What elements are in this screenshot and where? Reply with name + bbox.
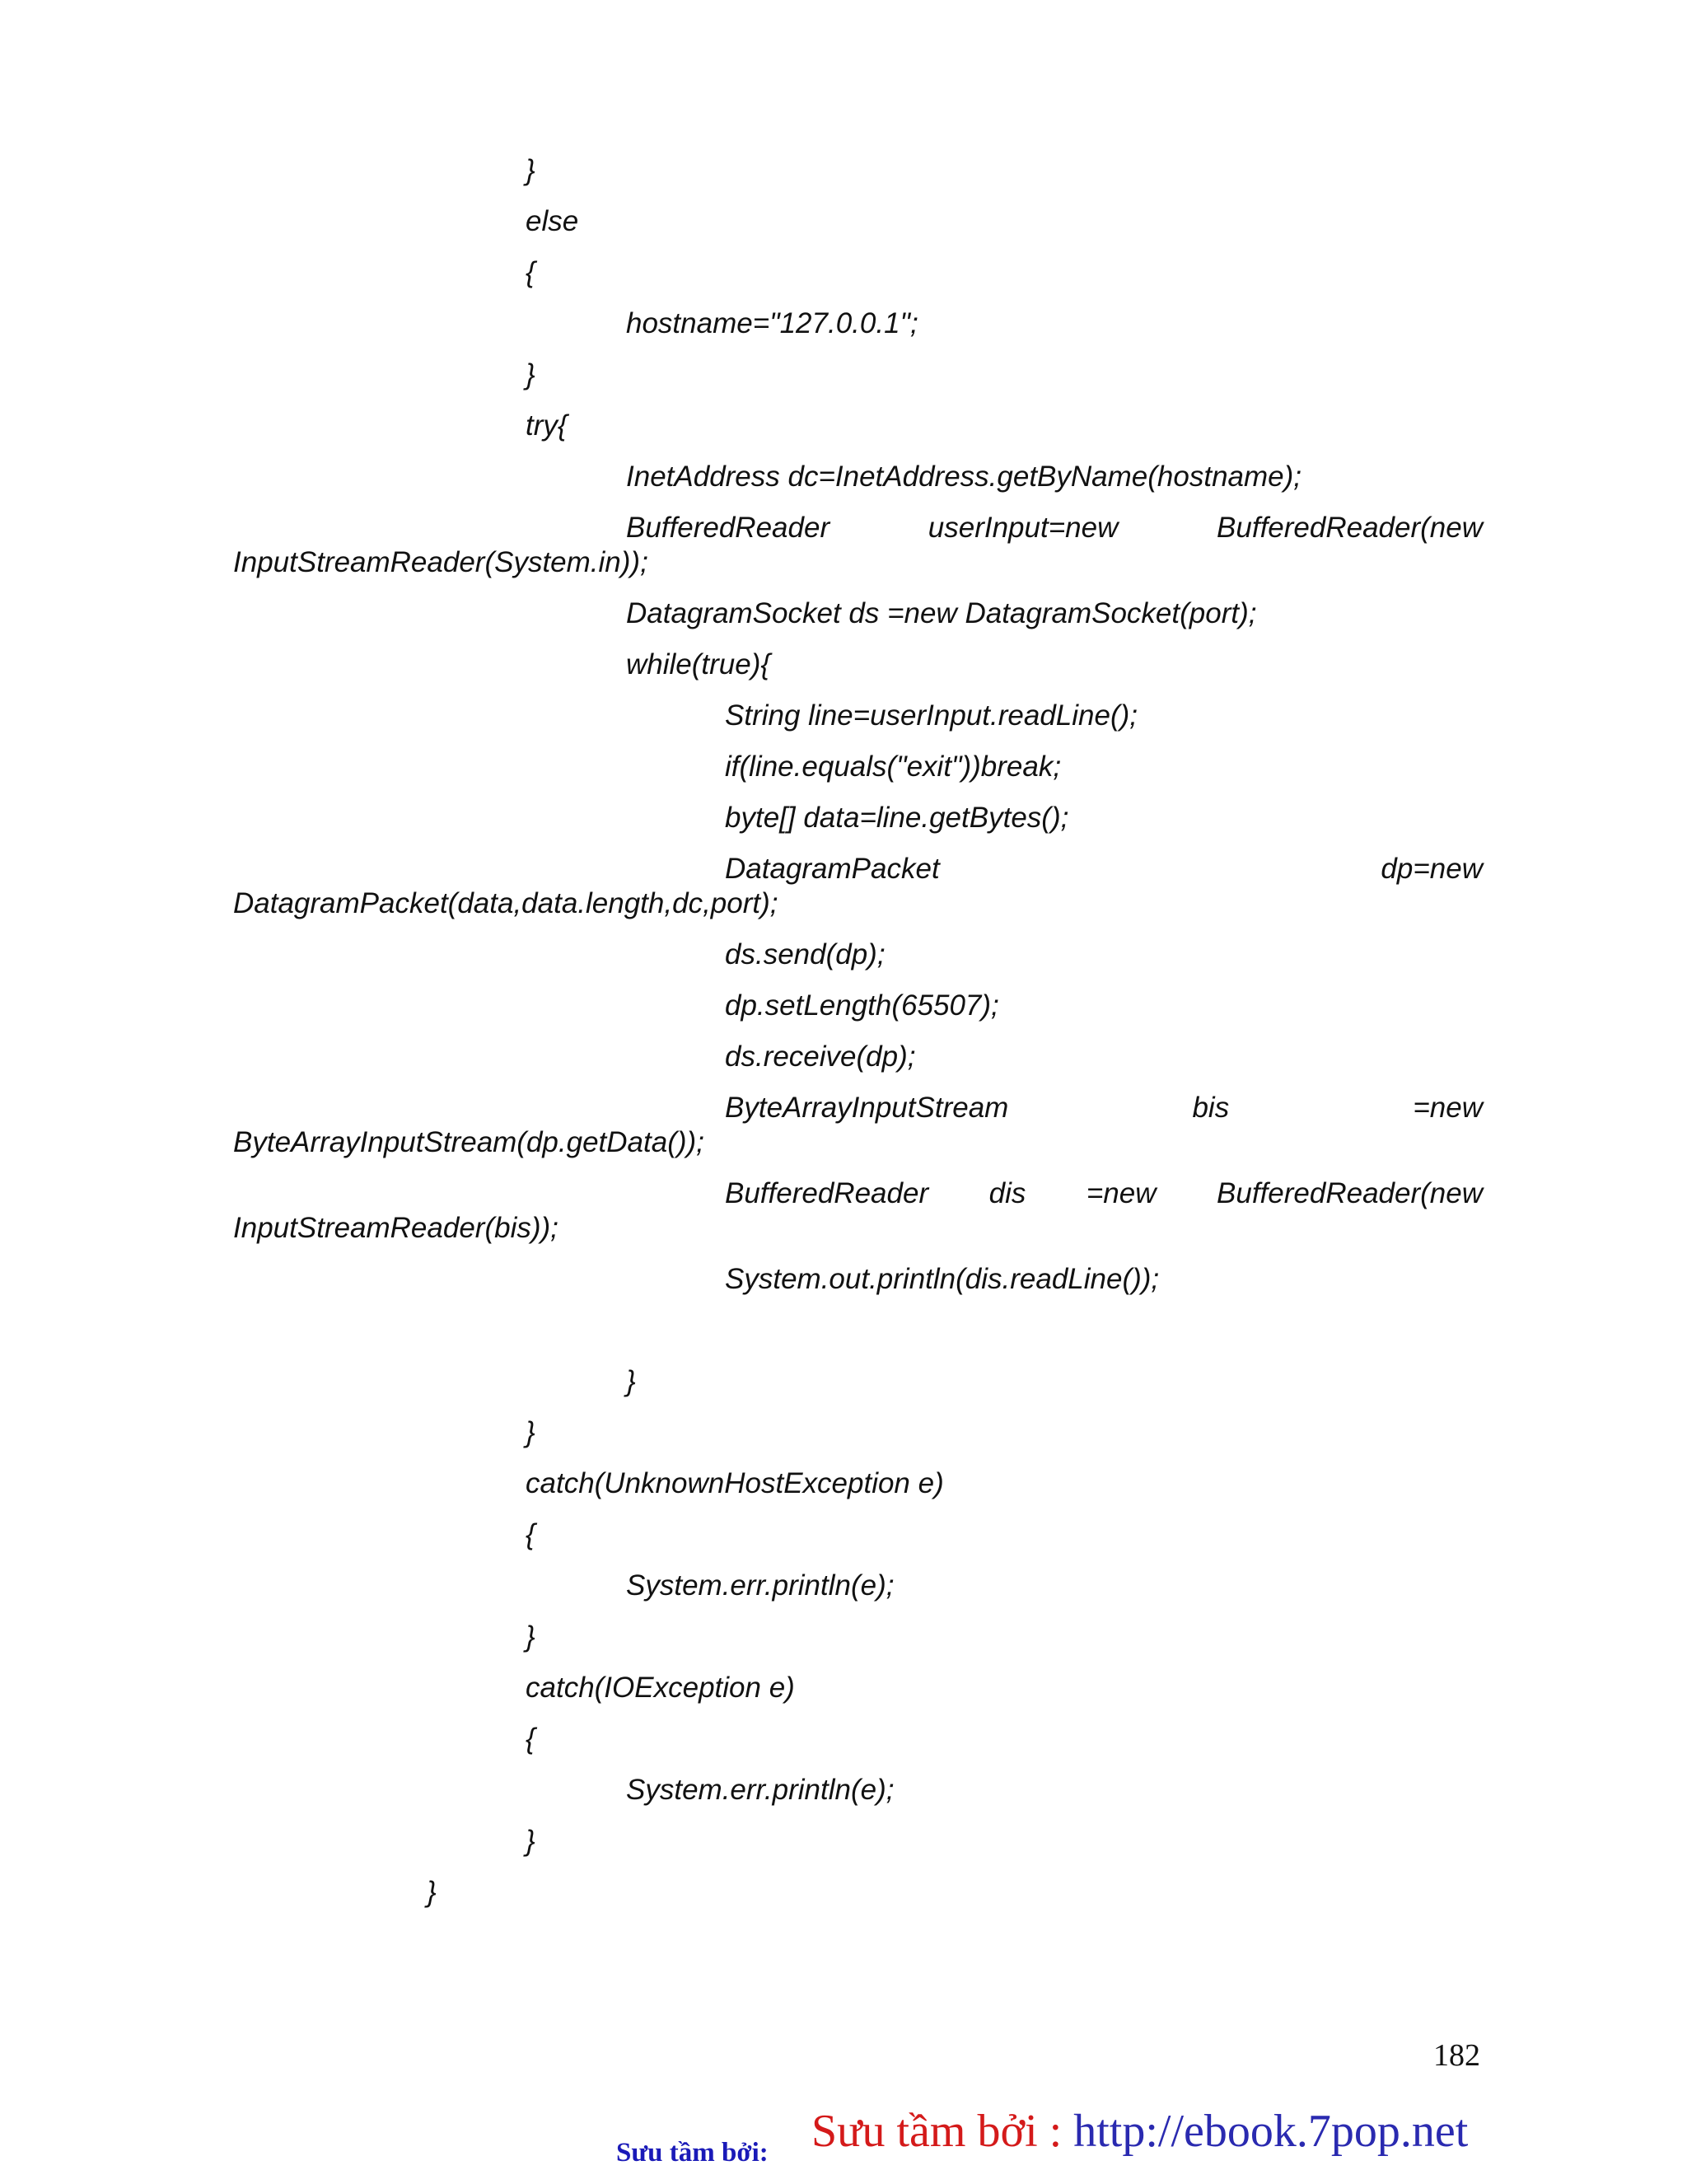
code-line: } [526,1825,535,1857]
code-token: bis [1192,1092,1230,1124]
code-line-justified [725,852,1483,886]
code-line: catch(UnknownHostException e) [526,1467,944,1499]
code-line: System.err.println(e); [626,1774,895,1806]
code-line-wrap: InputStreamReader(bis)); [233,1212,558,1244]
code-line: while(true){ [626,648,771,680]
code-line: System.err.println(e); [626,1569,895,1602]
code-token: dis [988,1177,1026,1209]
code-line: catch(IOException e) [526,1672,795,1704]
code-token: BufferedReader(new [1217,1177,1483,1209]
code-line-justified [725,1176,1483,1211]
watermark-label: Sưu tầm bởi : [811,2106,1063,2157]
code-line: String line=userInput.readLine(); [725,699,1138,732]
page-number: 182 [1433,2038,1480,2073]
code-line: else [526,205,579,237]
code-line: { [526,1518,535,1550]
code-line-justified [725,1091,1483,1125]
code-line: } [526,1620,535,1653]
code-line-justified [626,511,1483,545]
code-line: byte[] data=line.getBytes(); [725,802,1069,834]
code-token: userInput=new [928,512,1119,544]
code-line: InetAddress dc=InetAddress.getByName(hostname); [626,461,1302,493]
code-line: System.out.println(dis.readLine()); [725,1263,1160,1295]
code-line: } [626,1365,636,1397]
code-token: ByteArrayInputStream [725,1092,1009,1124]
code-token: =new [1413,1092,1483,1124]
code-token: DatagramPacket [725,853,940,885]
code-token: =new [1086,1177,1157,1209]
code-line: if(line.equals("exit"))break; [725,751,1062,783]
code-line: } [526,358,535,391]
code-line: ds.send(dp); [725,938,886,970]
code-token: BufferedReader [626,512,830,544]
code-line-wrap: InputStreamReader(System.in)); [233,546,648,578]
code-line: } [427,1876,437,1908]
credit-label: Sưu tầm bởi: [616,2138,769,2168]
code-line: DatagramSocket ds =new DatagramSocket(port); [626,597,1257,629]
code-line: } [526,1416,535,1448]
code-line: ds.receive(dp); [725,1041,916,1073]
code-line: { [526,256,535,288]
code-line-wrap: DatagramPacket(data,data.length,dc,port); [233,887,778,919]
code-line: hostname="127.0.0.1"; [626,307,918,339]
watermark [811,2105,1468,2158]
code-line: dp.setLength(65507); [725,989,999,1022]
code-token: dp=new [1381,853,1483,885]
code-token: BufferedReader(new [1217,512,1483,544]
code-line: { [526,1723,535,1755]
code-line-wrap: ByteArrayInputStream(dp.getData()); [233,1126,704,1158]
watermark-url: http://ebook.7pop.net [1073,2106,1469,2157]
code-token: BufferedReader [725,1177,929,1209]
code-line: } [526,154,535,186]
code-line: try{ [526,409,568,442]
